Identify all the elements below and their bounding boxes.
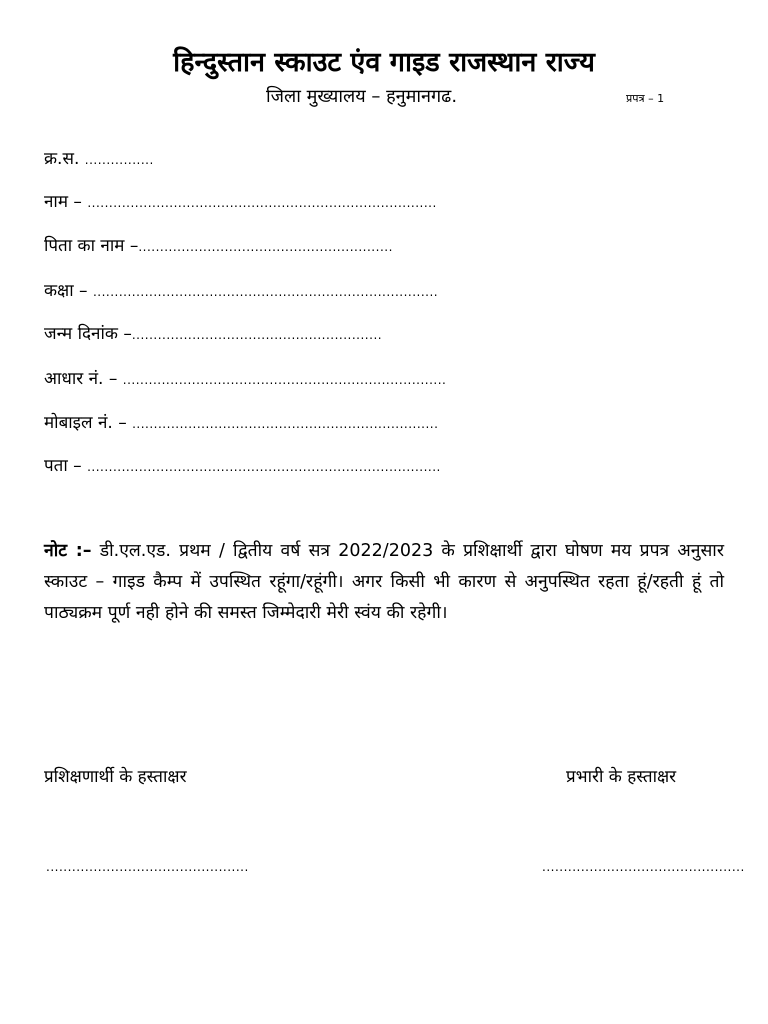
document-subtitle: जिला मुख्यालय – हनुमानगढ. xyxy=(266,86,458,107)
field-label: आधार नं. – xyxy=(44,369,118,389)
field-label: मोबाइल नं. – xyxy=(44,413,127,433)
trainee-signature-label: प्रशिक्षणार्थी के हस्ताक्षर xyxy=(44,767,187,787)
field-mobile-number xyxy=(44,410,438,433)
field-label: क्र.स. xyxy=(44,149,80,169)
field-aadhar-number xyxy=(44,366,446,389)
field-birth-date xyxy=(44,321,382,344)
field-name xyxy=(44,189,437,212)
field-label: पिता का नाम – xyxy=(44,236,139,256)
field-blank-line: ....................................................................... xyxy=(132,417,439,431)
field-blank-line: .......................................................... xyxy=(131,328,383,342)
incharge-signature-line: ............................................... xyxy=(542,860,745,874)
document-title: हिन्दुस्तान स्काउट एंव गाइड राजस्थान राज्य xyxy=(173,47,595,78)
field-label: नाम – xyxy=(44,192,82,212)
field-label: जन्म दिनांक – xyxy=(44,324,132,344)
field-label: पता – xyxy=(44,456,82,476)
field-blank-line: ................ xyxy=(84,153,154,167)
trainee-signature-line: ............................................... xyxy=(46,860,249,874)
field-blank-line: ................................................................................. xyxy=(87,196,437,210)
note-text: डी.एल.एड. प्रथम / द्वितीय वर्ष सत्र 2022/2023 के प्रशिक्षार्थी द्वारा घोषण मय प्रपत्र अनुसार स्काउट – गाइड कैम्प में उपस्थित रहूंगा/रहूंगी। अगर किसी भी कारण से अनुपस्थित रहता हूं/रहती हूं तो पाठ्यक्रम पूर्ण नही होने की समस्त जिम्मेदारी मेरी स्वंय की रहेगी। xyxy=(44,541,725,623)
field-blank-line: .................................................................................. xyxy=(87,460,441,474)
field-blank-line: ........................................................... xyxy=(138,240,393,254)
declaration-note xyxy=(44,536,724,629)
note-prefix: नोट :– xyxy=(44,541,92,561)
field-blank-line: ................................................................................ xyxy=(92,285,439,299)
field-address xyxy=(44,453,441,476)
field-class xyxy=(44,278,438,301)
field-serial-number xyxy=(44,146,154,169)
form-code: प्रपत्र – 1 xyxy=(626,92,665,105)
field-blank-line: ........................................................................... xyxy=(122,373,447,387)
field-label: कक्षा – xyxy=(44,281,88,301)
incharge-signature-label: प्रभारी के हस्ताक्षर xyxy=(566,767,677,787)
field-father-name xyxy=(44,233,393,256)
